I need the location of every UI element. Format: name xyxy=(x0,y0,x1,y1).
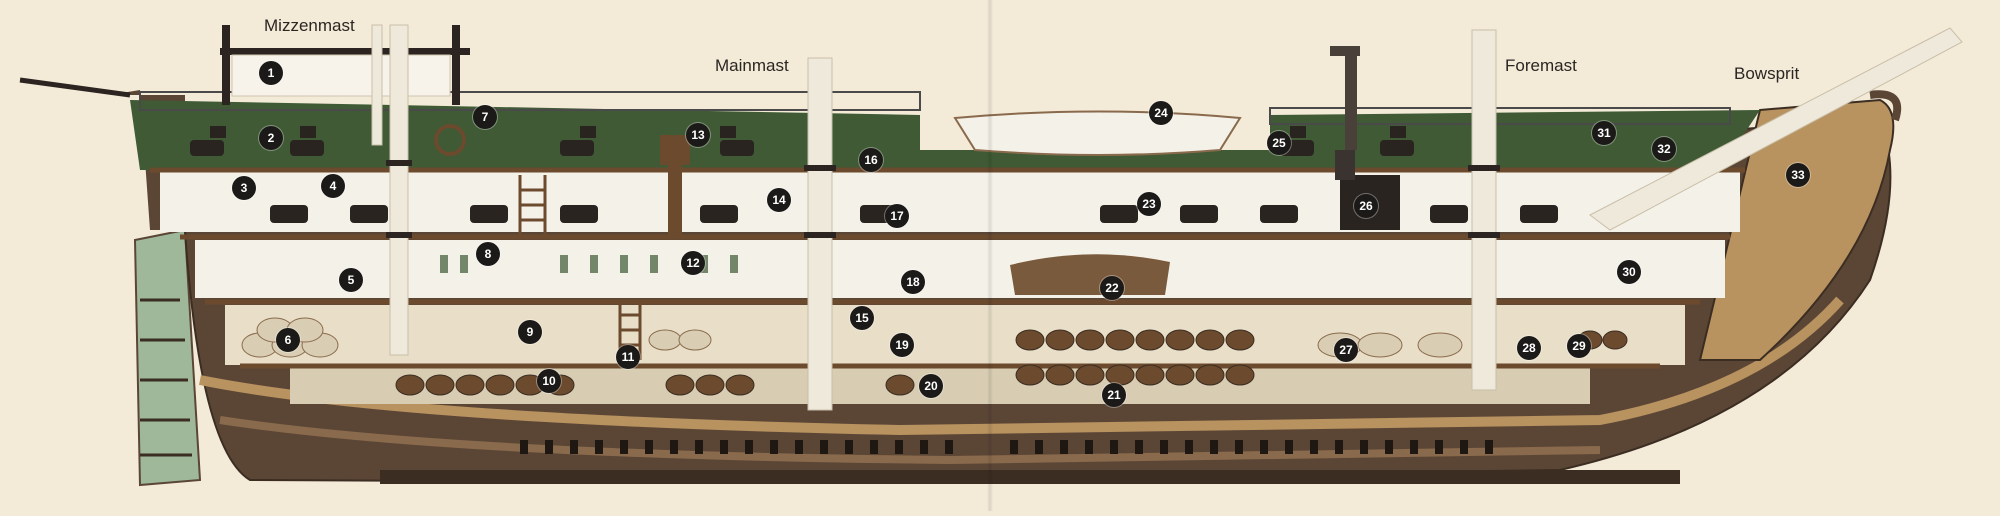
callout-13: 13 xyxy=(686,123,710,147)
callout-26: 26 xyxy=(1354,194,1378,218)
callout-1: 1 xyxy=(259,61,283,85)
callout-5: 5 xyxy=(339,268,363,292)
mizzen-topmast xyxy=(372,25,382,145)
callout-30: 30 xyxy=(1617,260,1641,284)
sail-locker xyxy=(1010,254,1170,295)
mizzenmast xyxy=(390,25,408,355)
orlop-deck xyxy=(225,305,1685,365)
callout-9: 9 xyxy=(518,320,542,344)
label-foremast: Foremast xyxy=(1505,56,1577,75)
callout-15: 15 xyxy=(850,306,874,330)
callout-21: 21 xyxy=(1102,383,1126,407)
callout-20: 20 xyxy=(919,374,943,398)
capstan-top xyxy=(660,135,690,165)
callout-2: 2 xyxy=(259,126,283,150)
callout-19: 19 xyxy=(890,333,914,357)
callout-11: 11 xyxy=(616,345,640,369)
callout-28: 28 xyxy=(1517,336,1541,360)
callout-17: 17 xyxy=(885,204,909,228)
stove-block xyxy=(1335,150,1355,180)
callout-7: 7 xyxy=(473,105,497,129)
foremast xyxy=(1472,30,1496,390)
callout-23: 23 xyxy=(1137,192,1161,216)
callout-10: 10 xyxy=(537,369,561,393)
book-gutter xyxy=(987,0,993,511)
callout-33: 33 xyxy=(1786,163,1810,187)
callout-24: 24 xyxy=(1149,101,1173,125)
callout-29: 29 xyxy=(1567,334,1591,358)
label-mizzenmast: Mizzenmast xyxy=(264,16,355,35)
callout-8: 8 xyxy=(476,242,500,266)
mizzen-boom-post-right xyxy=(452,25,460,105)
callout-22: 22 xyxy=(1100,276,1124,300)
callout-32: 32 xyxy=(1652,137,1676,161)
callout-27: 27 xyxy=(1334,338,1358,362)
mizzen-boom-post-left xyxy=(222,25,230,105)
label-bowsprit: Bowsprit xyxy=(1734,64,1800,83)
chimney-cap xyxy=(1330,46,1360,56)
capstan-shaft xyxy=(668,165,682,235)
ships-boat xyxy=(955,112,1240,156)
callout-31: 31 xyxy=(1592,121,1616,145)
callout-25: 25 xyxy=(1267,131,1291,155)
callout-12: 12 xyxy=(681,251,705,275)
callout-18: 18 xyxy=(901,270,925,294)
galley-chimney xyxy=(1345,50,1357,150)
callout-4: 4 xyxy=(321,174,345,198)
keel xyxy=(380,470,1680,484)
callout-16: 16 xyxy=(859,148,883,172)
callout-6: 6 xyxy=(276,328,300,352)
callout-3: 3 xyxy=(232,176,256,200)
mizzen-spanker-gaff xyxy=(220,48,470,55)
callout-14: 14 xyxy=(767,188,791,212)
label-mainmast: Mainmast xyxy=(715,56,789,75)
